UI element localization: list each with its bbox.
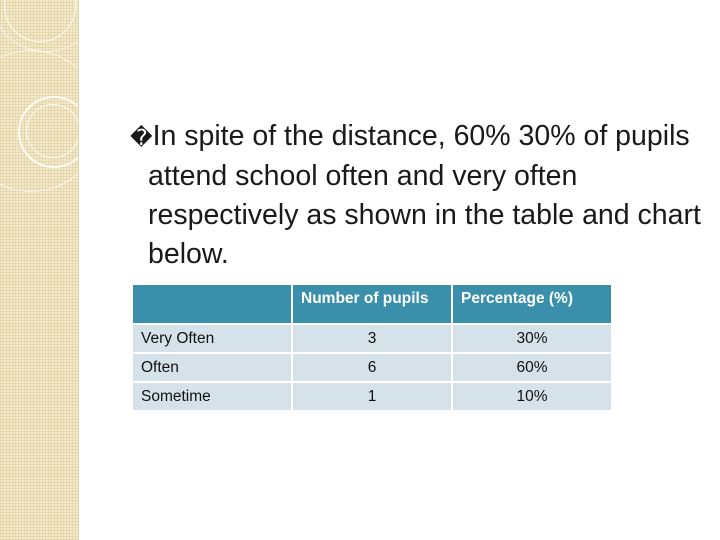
table-header-cell: Number of pupils [293, 285, 451, 323]
row-percent: 10% [453, 383, 611, 410]
table-header-cell [133, 285, 291, 323]
row-percent: 30% [453, 325, 611, 352]
table-header-cell: Percentage (%) [453, 285, 611, 323]
row-count: 3 [293, 325, 451, 352]
row-percent: 60% [453, 354, 611, 381]
bullet-marker: � [130, 125, 153, 150]
row-label: Very Often [133, 325, 291, 352]
table-row [133, 354, 611, 381]
row-label: Sometime [133, 383, 291, 410]
table-row [133, 383, 611, 410]
row-count: 1 [293, 383, 451, 410]
table-header-row [133, 285, 611, 323]
data-table [131, 283, 613, 412]
row-count: 6 [293, 354, 451, 381]
table-row [133, 325, 611, 352]
bullet-text: In spite of the distance, 60% 30% of pupils attend school often and very often respectively as shown in the table and chart below. [148, 120, 701, 270]
decorative-side-strip [0, 0, 79, 540]
bullet-paragraph [130, 117, 708, 274]
row-label: Often [133, 354, 291, 381]
decorative-circle [26, 104, 79, 158]
